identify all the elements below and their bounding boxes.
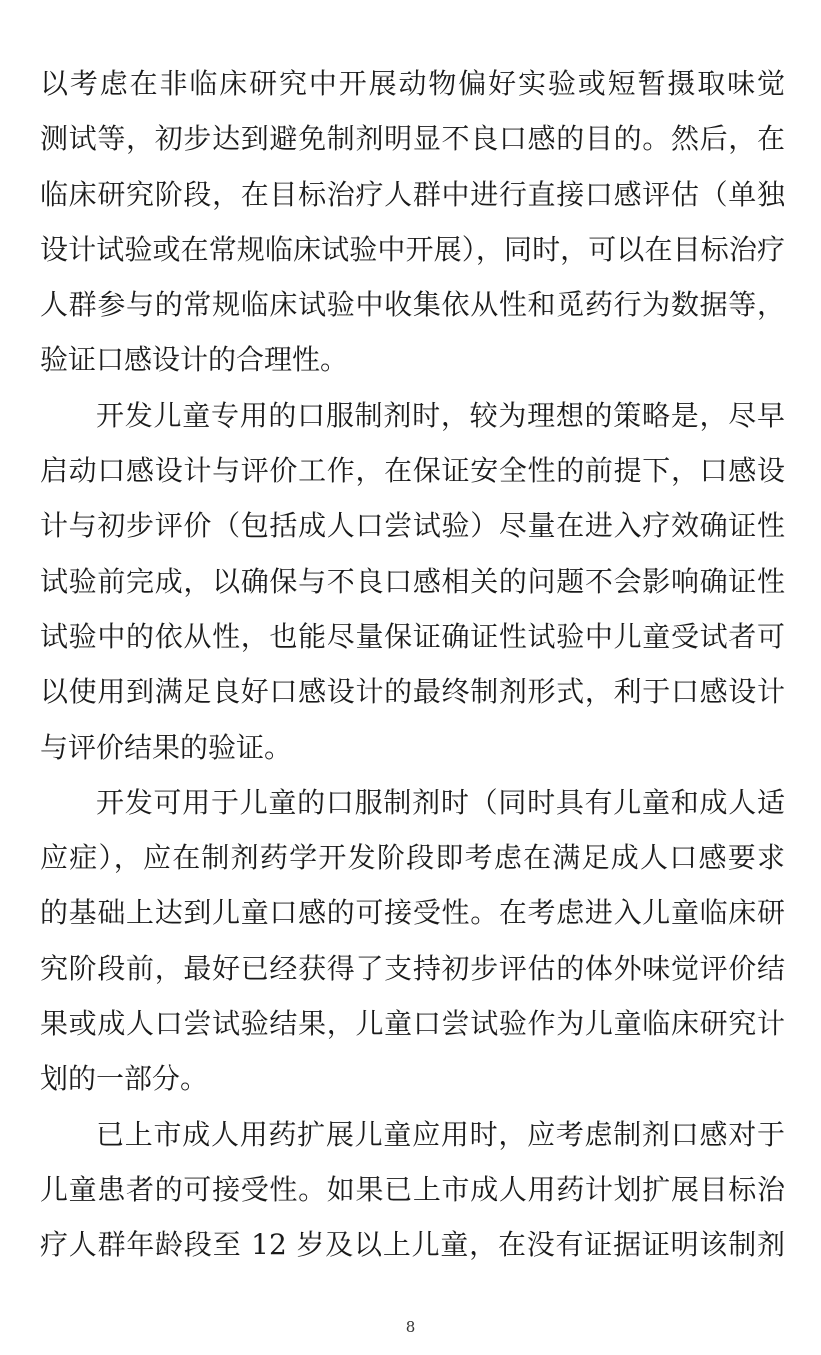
text-line: 已上市成人用药扩展儿童应用时，应考虑制剂口感对于 — [96, 1117, 785, 1151]
text-line: 临床研究阶段，在目标治疗人群中进行直接口感评估（单独 — [40, 177, 785, 211]
body-text — [40, 56, 785, 1273]
text-line: 启动口感设计与评价工作，在保证安全性的前提下，口感设 — [40, 454, 785, 488]
text-line: 试验前完成，以确保与不良口感相关的问题不会影响确证性 — [40, 564, 785, 598]
text-line: 以考虑在非临床研究中开展动物偏好实验或短暂摄取味觉 — [40, 67, 785, 100]
text-line: 试验中的依从性，也能尽量保证确证性试验中儿童受试者可 — [40, 619, 785, 653]
text-line: 验证口感设计的合理性。 — [40, 343, 349, 377]
page-number: 8 — [405, 1318, 416, 1336]
text-line: 人群参与的常规临床试验中收集依从性和觅药行为数据等， — [40, 288, 785, 322]
text-line: 果或成人口尝试验结果，儿童口尝试验作为儿童临床研究计 — [40, 1007, 785, 1041]
text-line: 开发可用于儿童的口服制剂时（同时具有儿童和成人适 — [96, 785, 785, 819]
text-line: 计与初步评价（包括成人口尝试验）尽量在进入疗效确证性 — [40, 509, 785, 543]
text-line: 设计试验或在常规临床试验中开展），同时，可以在目标治疗 — [40, 232, 785, 266]
text-line: 儿童患者的可接受性。如果已上市成人用药计划扩展目标治 — [40, 1172, 785, 1206]
text-line: 划的一部分。 — [40, 1062, 209, 1096]
text-line: 应症），应在制剂药学开发阶段即考虑在满足成人口感要求 — [40, 841, 785, 875]
text-line: 开发儿童专用的口服制剂时，较为理想的策略是，尽早 — [96, 398, 785, 432]
text-line: 的基础上达到儿童口感的可接受性。在考虑进入儿童临床研 — [40, 896, 785, 930]
text-line: 以使用到满足良好口感设计的最终制剂形式，利于口感设计 — [40, 675, 785, 709]
text-line: 与评价结果的验证。 — [40, 730, 293, 764]
text-line: 测试等，初步达到避免制剂明显不良口感的目的。然后，在 — [40, 122, 785, 156]
text-line: 究阶段前，最好已经获得了支持初步评估的体外味觉评价结 — [40, 951, 785, 985]
text-line: 疗人群年龄段至 12 岁及以上儿童，在没有证据证明该制剂 — [40, 1228, 785, 1262]
